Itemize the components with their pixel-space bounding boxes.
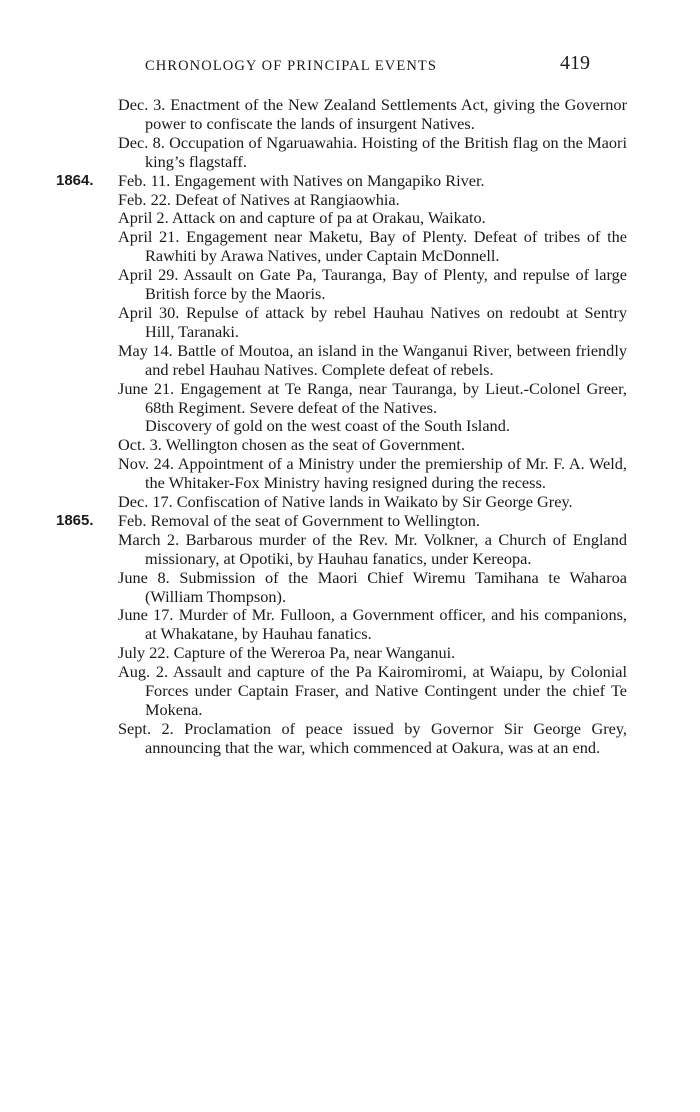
entry-text: Aug. 2. Assault and capture of the Pa Kairomiromi, at Waiapu, by Colonial Forces under Captain Fraser, and Native Contingent under the chief Te Mokena. <box>118 662 627 719</box>
entry-text: Discovery of gold on the west coast of the South Island. <box>145 416 510 436</box>
chronology-entry <box>118 304 627 342</box>
entry-text: April 29. Assault on Gate Pa, Tauranga, Bay of Plenty, and repulse of large British force by the Maoris. <box>118 265 627 304</box>
entry-text: April 21. Engagement near Maketu, Bay of Plenty. Defeat of tribes of the Rawhiti by Arawa Natives, under Captain McDonnell. <box>118 227 627 266</box>
entry-text: Dec. 3. Enactment of the New Zealand Settlements Act, giving the Governor power to confiscate the lands of insurgent Natives. <box>118 95 627 133</box>
chronology-entry <box>118 228 627 266</box>
chronology-entry <box>118 342 627 380</box>
entry-text: Sept. 2. Proclamation of peace issued by Governor Sir George Grey, announcing that the war, which commenced at Oakura, was at an end. <box>118 718 627 757</box>
chronology-entry <box>118 663 627 720</box>
running-title: CHRONOLOGY OF PRINCIPAL EVENTS <box>145 58 438 74</box>
chronology-entry <box>118 209 627 228</box>
entry-text: July 22. Capture of the Wereroa Pa, near Wanganui. <box>118 643 456 663</box>
chronology-entry <box>118 96 627 134</box>
entry-text: Dec. 8. Occupation of Ngaruawahia. Hoisting of the British flag on the Maori king’s flagstaff. <box>118 132 627 171</box>
chronology-entry <box>118 191 627 210</box>
entry-text: Feb. Removal of the seat of Government to Wellington. <box>118 510 480 530</box>
entry-text: Feb. 22. Defeat of Natives at Rangiaowhia. <box>118 189 400 209</box>
chronology-entry <box>56 510 627 531</box>
entry-text: March 2. Barbarous murder of the Rev. Mr. Volkner, a Church of England missionary, at Opotiki, by Hauhau fanatics, under Kereopa. <box>118 529 627 568</box>
page-number: 419 <box>560 52 590 74</box>
year-label: 1864. <box>56 171 94 189</box>
chronology-entry <box>118 493 627 512</box>
chronology-entry <box>118 569 627 607</box>
entry-text: May 14. Battle of Moutoa, an island in the Wanganui River, between friendly and rebel Hauhau Natives. Complete defeat of rebels. <box>118 340 627 379</box>
chronology-entry <box>118 644 627 663</box>
chronology-entry <box>56 170 627 191</box>
chronology-entry <box>118 380 627 418</box>
entry-text: Oct. 3. Wellington chosen as the seat of Government. <box>118 435 465 455</box>
chronology-entry <box>118 266 627 304</box>
entry-text: Feb. 11. Engagement with Natives on Mangapiko River. <box>118 170 485 190</box>
page-header <box>0 52 700 82</box>
entry-text: June 17. Murder of Mr. Fulloon, a Government officer, and his companions, at Whakatane, by Hauhau fanatics. <box>118 605 627 644</box>
chronology-list <box>0 96 700 758</box>
chronology-entry-continuation <box>118 417 627 436</box>
chronology-entry <box>118 720 627 758</box>
entry-text: June 21. Engagement at Te Ranga, near Tauranga, by Lieut.-Colonel Greer, 68th Regiment. Severe defeat of the Natives. <box>118 378 627 417</box>
chronology-entry <box>118 436 627 455</box>
chronology-entry <box>118 606 627 644</box>
entry-text: April 30. Repulse of attack by rebel Hauhau Natives on redoubt at Sentry Hill, Taranaki. <box>118 302 627 341</box>
chronology-entry <box>118 134 627 172</box>
chronology-entry <box>118 531 627 569</box>
entry-text: Dec. 17. Confiscation of Native lands in Waikato by Sir George Grey. <box>118 492 573 512</box>
entry-text: April 2. Attack on and capture of pa at Orakau, Waikato. <box>118 208 486 228</box>
year-label: 1865. <box>56 511 94 529</box>
entry-text: June 8. Submission of the Maori Chief Wiremu Tamihana te Waharoa (William Thompson). <box>118 567 627 606</box>
chronology-entry <box>118 455 627 493</box>
entry-text: Nov. 24. Appointment of a Ministry under the premiership of Mr. F. A. Weld, the Whitaker-Fox Ministry having resigned during the recess. <box>118 454 627 493</box>
